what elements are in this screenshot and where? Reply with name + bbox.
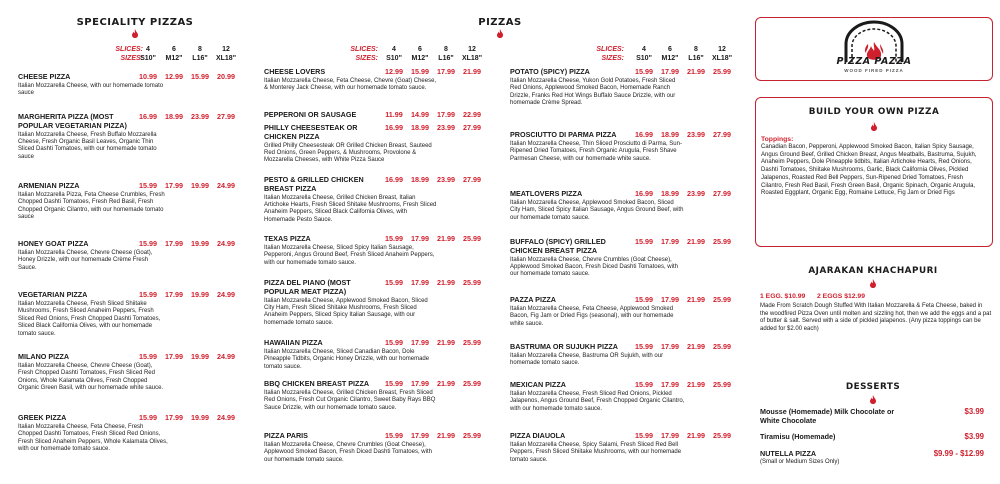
price: 27.99 [463,123,481,132]
menu-item-name: CHEESE PIZZA [18,72,71,81]
slices-label: SLICES: [350,46,378,53]
khachapuri-price-1: 1 EGG. $10.99 [760,293,806,300]
menu-item-name: MARGHERITA PIZZA (MOST POPULAR VEGETARIAN PIZZA) [18,112,127,130]
price: 17.99 [661,380,679,389]
price: 18.99 [661,189,679,198]
menu-item [18,182,258,222]
price: 15.99 [385,431,403,440]
size-label: L16" [438,55,454,62]
price: 23.99 [191,112,209,121]
size-label: M12" [661,55,679,62]
price: 17.99 [661,67,679,76]
price: 15.99 [385,379,403,388]
menu-item [510,343,746,368]
price: 10.99 [139,72,157,81]
slice-count: 6 [668,46,672,53]
price: 25.99 [463,338,481,347]
price: 19.99 [191,352,209,361]
price: 17.99 [411,379,429,388]
price: 15.99 [385,278,403,287]
price: 17.99 [165,413,183,422]
price: 21.99 [437,278,455,287]
menu-item-name: PIZZA PARIS [264,431,308,440]
menu-item [264,68,499,93]
price: 15.99 [385,234,403,243]
price: 19.99 [191,413,209,422]
dessert-item [760,432,992,441]
price: 25.99 [463,431,481,440]
menu-item-name: BUFFALO (SPICY) GRILLED CHICKEN BREAST PIZZA [510,237,606,255]
menu-item [264,432,499,464]
khachapuri-description: Made From Scratch Dough Stuffed With Italian Mozzarella & Feta Cheese, baked in the woodfired Pizza Oven until molten and sizzling hot, then we add the eggs and a pat of butter & salt. Served with a side of pickled jalapenos. (Any pizza toppings can be added for $2.00 each) [760,303,992,332]
dessert-name: Mousse (Homemade) Milk Chocolate or White Chocolate [760,407,895,425]
size-label: L16" [688,55,704,62]
price: 21.99 [687,67,705,76]
price: 23.99 [687,130,705,139]
price: 18.99 [661,130,679,139]
menu-item-description: Italian Mozzarella Cheese, Yukon Gold Potatoes, Fresh Sliced Red Onions, Applewood Smoked Bacon, Homemade Ranch Drizzle, Franks Red Hot Wings Buffalo Sauce Drizzle, with our homemade Crème Spread. [510,78,676,107]
sizes-label: SIZES: [120,55,143,62]
menu-item-name: MEXICAN PIZZA [510,380,566,389]
menu-item-description: Italian Mozzarella Cheese, Spicy Salami, Fresh Sliced Red Bell Peppers, Fresh Sliced Shiitake Mushrooms, with our homemade tomato sauce. [510,442,682,463]
slices-label: SLICES: [596,46,624,53]
menu-item-description: Italian Mozzarella Cheese, Applewood Smoked Bacon, Sliced City Ham, Fresh Sliced Shitake Mushrooms, Fresh Sliced Anaheim Peppers, Sliced Spicy Italian Sausage, with our homemade tomato sauce. [264,297,428,326]
menu-item-name: HAWAIIAN PIZZA [264,338,323,347]
dessert-item [760,449,992,466]
flame-icon [131,29,139,38]
menu-item [264,339,499,371]
menu-item [18,353,258,393]
price: 12.99 [165,72,183,81]
size-label: M12" [165,55,183,62]
price: 25.99 [713,67,731,76]
menu-item-description: Italian Mozzarella Cheese, Chevre Cheese (Goat), Honey Drizzle, with our homemade Crème Fresh Sauce. [18,250,153,271]
slice-count: 8 [198,46,202,53]
menu-item [18,240,258,272]
price: 24.99 [217,239,235,248]
dessert-note: (Small or Medium Sizes Only) [760,459,840,465]
menu-item-description: Italian Mozzarella Cheese, Feta Cheese, Applewood Smoked Bacon, Fig Jam or Dried Figs (seasonal), with our homemade white sauce. [510,306,674,327]
menu-item-name: BASTRUMA OR SUJUKH PIZZA [510,342,618,351]
logo-box [755,17,993,81]
menu-item-name: ARMENIAN PIZZA [18,181,80,190]
menu-item-description: Italian Mozzarella Cheese, Sliced Spicy Italian Sausage, Pepperoni, Angus Ground Beef, Fresh Sliced Anaheim Peppers, with our homemade tomato sauce. [264,245,435,266]
sizes-label: SIZES: [355,55,378,62]
price: 15.99 [385,338,403,347]
price: 18.99 [411,123,429,132]
price: 21.99 [463,67,481,76]
price: 15.99 [635,295,653,304]
menu-item [510,381,746,413]
price: 21.99 [437,431,455,440]
size-label: S10" [636,55,652,62]
price: 24.99 [217,352,235,361]
pizzas-heading: PIZZAS [478,17,522,28]
price: 17.99 [411,338,429,347]
price: 17.99 [411,278,429,287]
menu-item-name: PESTO & GRILLED CHICKEN BREAST PIZZA [264,175,364,193]
logo-name: PIZZA PAZZA [836,56,912,67]
price: 15.99 [139,239,157,248]
slice-count: 4 [146,46,150,53]
menu-item-description: Italian Mozzarella Cheese, Chevre Crumbles (Goat Cheese), Applewood Smoked Bacon, Fresh Diced Dashti Tomatoes, with our homemade tomato sauce. [510,256,678,278]
price: 25.99 [463,278,481,287]
khachapuri-price-2: 2 EGGS $12.99 [817,293,865,300]
menu-item [264,380,499,412]
price: 15.99 [139,181,157,190]
slice-count: 12 [222,46,230,53]
menu-item [510,432,746,464]
price: 16.99 [635,189,653,198]
price: 15.99 [635,380,653,389]
price: 25.99 [713,380,731,389]
menu-item-description: Italian Mozzarella Cheese, Applewood Smoked Bacon, Sliced City Ham, Sliced Spicy Italian Sausage, Angus Ground Beef, with our homemade tomato sauce. [510,200,684,221]
menu-item-name: MILANO PIZZA [18,352,70,361]
price: 17.99 [165,352,183,361]
price: 22.99 [463,110,481,119]
price: 16.99 [385,123,403,132]
price: 21.99 [437,234,455,243]
menu-item-name: PIZZA DIAUOLA [510,431,566,440]
price: 16.99 [385,175,403,184]
menu-item-description: Italian Mozzarella Cheese, Chevre Crumbles (Goat Cheese), Applewood Smoked Bacon, Fresh Diced Dashti Tomatoes, with our homemade tomato sauce. [264,442,432,463]
menu-item-name: GREEK PIZZA [18,413,67,422]
size-label: XL18" [215,55,237,62]
menu-item-description: Italian Mozzarella Cheese, Chevre Cheese (Goat), Fresh Chopped Dashti Tomatoes, Fresh Sliced Red Onions, Whole Kalamata Olives, Fresh Chopped Organic Green Basil, with our homemade white sauce. [18,363,164,392]
price: 21.99 [437,379,455,388]
dessert-price: $3.99 [964,432,984,441]
sizes-label: SIZES: [601,55,624,62]
menu-item-description: Italian Mozzarella Cheese, Grilled Chicken Breast, Italian Artichoke Hearts, Fresh Sliced Shitake Mushrooms, Fresh Sliced Anaheim Peppers, Sliced Black California Olives, with Homemade Pesto Sauce. [264,194,437,223]
flame-icon [870,122,878,131]
price: 27.99 [713,189,731,198]
price: 21.99 [687,295,705,304]
size-header-speciality [0,45,260,65]
price: 21.99 [687,237,705,246]
menu-item-description: Italian Mozzarella Cheese, Bastruma OR Sujukh, with our homemade tomato sauce. [510,353,664,367]
price: 17.99 [661,295,679,304]
dessert-price: $3.99 [964,407,984,416]
price: 17.99 [661,431,679,440]
price: 21.99 [687,342,705,351]
size-label: M12" [411,55,429,62]
build-your-own-heading: BUILD YOUR OWN PIZZA [808,107,940,117]
menu-item-name: POTATO (SPICY) PIZZA [510,67,590,76]
slice-count: 4 [642,46,646,53]
menu-item [18,73,258,98]
price: 15.99 [635,431,653,440]
menu-item-description: Italian Mozzarella Cheese, Feta Cheese, Chevre (Goat) Cheese, & Monterey Jack Cheese, with our homemade tomato sauce. [264,78,437,92]
menu-item [264,235,499,267]
menu-item-name: PAZZA PIZZA [510,295,556,304]
dessert-price: $9.99 - $12.99 [933,449,984,458]
menu-item-name: MEATLOVERS PIZZA [510,189,583,198]
price: 17.99 [661,342,679,351]
slice-count: 4 [392,46,396,53]
toppings-list: Canadian Bacon, Pepperoni, Applewood Smoked Bacon, Italian Spicy Sausage, Angus Ground Beef, Grilled Chicken Breast, Angus Meatballs, Bastruma, Sujukh, Anaheim Peppers, Dole Pineapple tidbits, Italian Artichoke Hearts, Red Onions, Dashti Tomatoes, Shiitake Mushrooms, Garlic, Black California Olives, Pickled Jalapenos, Roasted Red Bell Peppers, Sun-Ripened Dried Tomatoes, Fresh Cilantro, Fresh Red Basil, Fresh Green Basil, Organic Spinach, Organic Arugula, Roasted Eggplant, Organic Egg, Romaine Lettuce, Fig Jam or Dried Figs [761,144,977,197]
menu-item-name: PROSCIUTTO DI PARMA PIZZA [510,130,617,139]
price: 23.99 [437,123,455,132]
price: 19.99 [191,290,209,299]
price: 24.99 [217,413,235,422]
dessert-item [760,407,992,425]
build-your-own-box [755,97,993,247]
price: 18.99 [411,175,429,184]
size-label: L16" [192,55,208,62]
slice-count: 12 [718,46,726,53]
slices-label: SLICES: [115,46,143,53]
price: 17.99 [437,110,455,119]
size-label: S10" [140,55,156,62]
price: 27.99 [463,175,481,184]
price: 25.99 [713,431,731,440]
price: 14.99 [411,110,429,119]
price: 27.99 [217,112,235,121]
menu-item-name: PIZZA DEL PIANO (MOST POPULAR MEAT PIZZA) [264,278,351,296]
menu-item [510,238,746,279]
price: 16.99 [139,112,157,121]
menu-item-description: Italian Mozzarella Cheese, Thin Sliced Prosciutto di Parma, Sun-Ripened Dried Tomatoes, Fresh Organic Arugula, Fresh Shave Parmesan Cheese, with our homemade white sauce. [510,141,682,162]
price: 24.99 [217,290,235,299]
price: 15.99 [635,237,653,246]
price: 19.99 [191,181,209,190]
slice-count: 6 [418,46,422,53]
size-header-pizzas [264,45,504,65]
price: 24.99 [217,181,235,190]
menu-item [18,291,258,338]
menu-item [510,296,746,328]
price: 17.99 [661,237,679,246]
dessert-name: Tiramisu (Homemade) [760,432,836,441]
price: 12.99 [385,67,403,76]
menu-item-description: Italian Mozzarella Cheese, Sliced Canadian Bacon, Dole Pineapple Tidbits, Organic Honey Drizzle, with our homemade tomato sauce. [264,349,430,370]
slice-count: 8 [444,46,448,53]
size-label: XL18" [461,55,483,62]
size-label: S10" [386,55,402,62]
khachapuri-heading: AJARAKAN KHACHAPURI [808,266,938,276]
menu-item-description: Italian Mozzarella Pizza, Feta Cheese Crumbles, Fresh Chopped Dashti Tomatoes, Fresh Red Basil, Fresh Chopped Organic Cilantro, with our homemade tomato sauce [18,192,165,221]
menu-item [18,414,258,454]
price: 21.99 [687,431,705,440]
menu-item-name: PHILLY CHEESESTEAK OR CHICKEN PIZZA [264,123,358,141]
slice-count: 12 [468,46,476,53]
flame-icon [869,279,877,288]
menu-item-description: Grilled Philly Cheesesteak OR Grilled Chicken Breast, Sauteed Red Onions, Green Peppers, & Mushrooms, Provolone & Mozzarella Cheeses, with White Pizza Sauce [264,142,432,164]
menu-item [264,124,499,165]
price: 18.99 [165,112,183,121]
menu-item [510,190,746,222]
price: 17.99 [165,181,183,190]
toppings-label: Toppings: [761,136,794,143]
price: 20.99 [217,72,235,81]
speciality-pizzas-heading: SPECIALITY PIZZAS [76,17,194,28]
price: 23.99 [437,175,455,184]
dessert-name: NUTELLA PIZZA [760,449,817,458]
price: 17.99 [411,431,429,440]
menu-item-description: Italian Mozzarella Cheese, Fresh Sliced Shiitake Mushrooms, Fresh Sliced Anaheim Peppers, Fresh Sliced Red Onions, Fresh Chopped Dashti Tomatoes, Sliced Black California Olives, with our homemade tomato sauce. [18,301,161,337]
menu-item-name: BBQ CHICKEN BREAST PIZZA [264,379,370,388]
logo-tagline: WOOD FIRED PIZZA [844,68,904,73]
price: 11.99 [385,110,403,119]
menu-item-name: CHEESE LOVERS [264,67,326,76]
price: 17.99 [411,234,429,243]
menu-item-description: Italian Mozzarella Cheese, Fresh Sliced Red Onions, Pickled Jalapenos, Angus Ground Beef, Fresh Chopped Organic Cilantro, with our homemade tomato sauce. [510,391,685,412]
menu-item-description: Italian Mozzarella Cheese, with our homemade tomato sauce [18,83,164,97]
price: 17.99 [437,67,455,76]
menu-item-description: Italian Mozzarella Cheese, Grilled Chicken Breast, Fresh Sliced Red Onions, Fresh Cut Organic Cilantro, Sweet Baby Rays BBQ Sauce Drizzle, with our homemade tomato sauce. [264,390,436,411]
menu-item [264,111,499,120]
menu-item [264,279,499,327]
menu-item [264,176,499,224]
price: 15.99 [411,67,429,76]
price: 23.99 [687,189,705,198]
price: 25.99 [463,234,481,243]
price: 17.99 [165,290,183,299]
menu-item-name: HONEY GOAT PIZZA [18,239,89,248]
price: 19.99 [191,239,209,248]
flame-icon [496,29,504,38]
price: 21.99 [437,338,455,347]
size-header-pizzas-b [510,45,750,65]
price: 15.99 [635,342,653,351]
price: 15.99 [635,67,653,76]
menu-item-description: Italian Mozzarella Cheese, Feta Cheese, Fresh Chopped Dashti Tomatoes, Fresh Sliced Red Onions, Fresh Sliced Anaheim Peppers, Whole Kalamata Olives, with our homemade tomato sauce. [18,424,168,453]
price: 15.99 [139,352,157,361]
slice-count: 6 [172,46,176,53]
price: 25.99 [713,342,731,351]
price: 15.99 [139,290,157,299]
price: 17.99 [165,239,183,248]
menu-item [18,113,258,161]
menu-item-name: PEPPERONI OR SAUSAGE [264,110,357,119]
price: 27.99 [713,130,731,139]
price: 25.99 [463,379,481,388]
size-label: XL18" [711,55,733,62]
menu-item [510,131,746,163]
menu-item [510,68,746,108]
price: 15.99 [139,413,157,422]
desserts-heading: DESSERTS [845,382,901,392]
price: 15.99 [191,72,209,81]
price: 25.99 [713,295,731,304]
menu-item-name: VEGETARIAN PIZZA [18,290,88,299]
menu-item-name: TEXAS PIZZA [264,234,311,243]
slice-count: 8 [694,46,698,53]
menu-item-description: Italian Mozzarella Cheese, Fresh Buffalo Mozzarella Cheese, Fresh Organic Basil Leaves, Organic Thin Sliced Dashti Tomatoes, with our homemade tomato sauce [18,131,157,160]
price: 21.99 [687,380,705,389]
price: 16.99 [635,130,653,139]
price: 25.99 [713,237,731,246]
flame-icon [869,395,877,404]
